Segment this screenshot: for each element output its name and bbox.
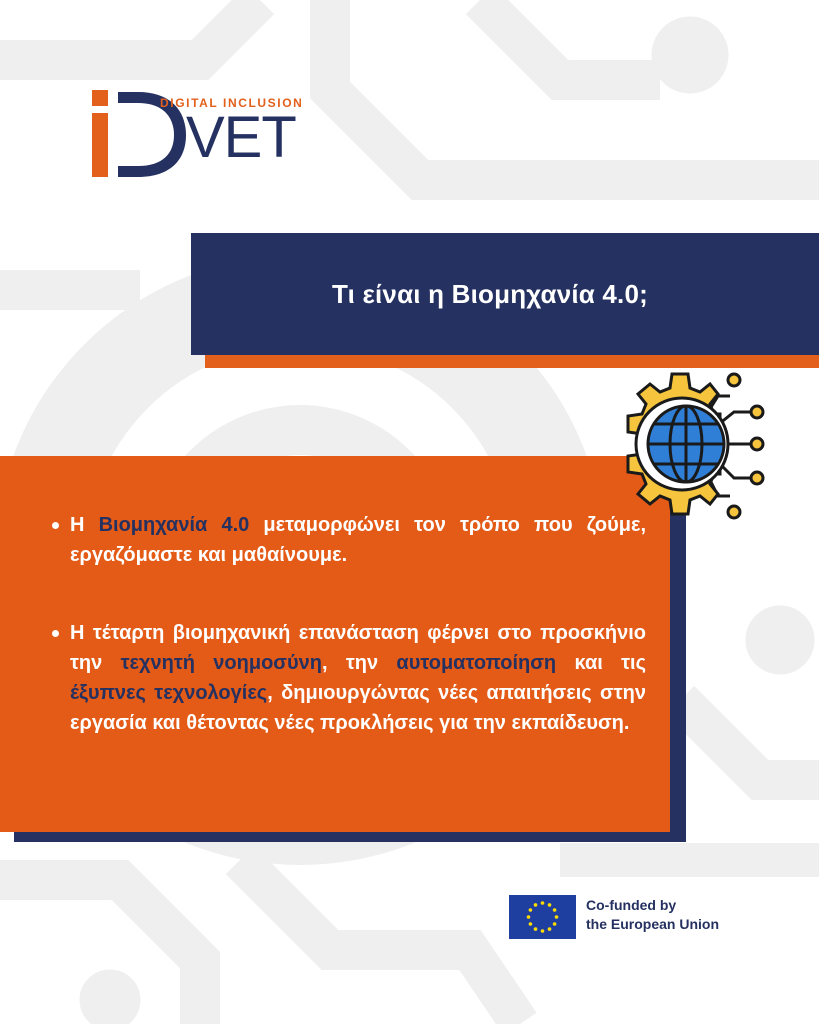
gear-globe-network-icon [604, 366, 774, 526]
highlight-smart-tech: έξυπνες τεχνολογίες [70, 682, 268, 704]
eu-funding-line-1: Co-funded by [586, 897, 677, 913]
logo-tagline: DIGITAL INCLUSION [160, 96, 304, 110]
bullet-text: , δημιουργώντας νέες απαιτήσεις στην εργασία και θέτοντας νέες προκλήσεις για την εκπαίδευση. [70, 682, 646, 734]
logo-wordmark: VET [186, 105, 296, 170]
list-item [52, 510, 646, 570]
bullet-list [52, 510, 646, 738]
bullet-dot [52, 522, 59, 529]
eu-flag-icon [509, 895, 576, 939]
bullet-text: μεταμορφώνει τον τρόπο που ζούμε, εργαζόμαστε και μαθαίνουμε. [70, 514, 646, 566]
bullet-text: Η [70, 514, 99, 536]
bullet-text: , την [321, 652, 397, 674]
highlight-industry-4: Βιομηχανία 4.0 [98, 514, 250, 536]
highlight-automation: αυτοματοποίηση [396, 652, 557, 674]
eu-funding-label [586, 896, 719, 934]
bullet-text: και τις [556, 652, 646, 674]
list-item [52, 618, 646, 738]
idvet-logo [90, 88, 304, 183]
highlight-ai: τεχνητή νοημοσύνη [120, 652, 322, 674]
page-title: Τι είναι η Βιομηχανία 4.0; [332, 278, 648, 309]
bullet-text: Η τέταρτη βιομηχανική επανάσταση φέρνει στο προσκήνιο την [70, 622, 646, 674]
eu-funding-line-2: the European Union [586, 916, 719, 932]
title-banner [191, 233, 819, 355]
bullet-dot [52, 630, 59, 637]
